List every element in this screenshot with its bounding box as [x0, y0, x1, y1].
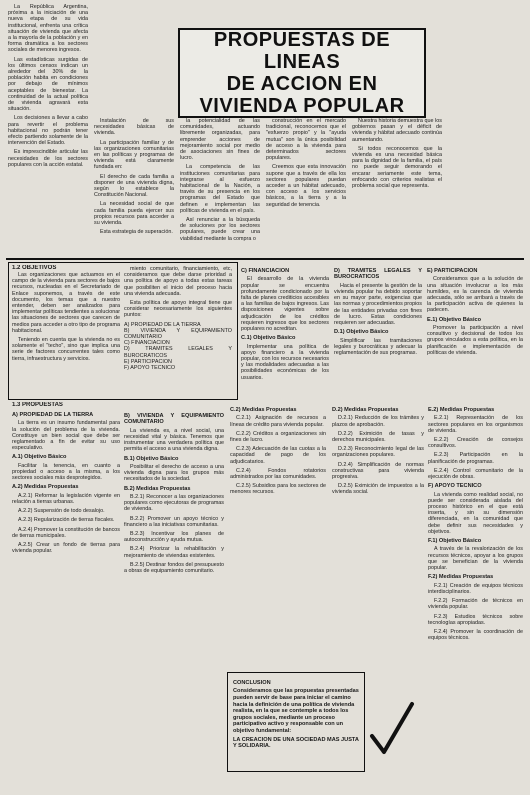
financiacion-measure: C.2.2) Créditos a organizaciones sin fines de lucro.	[230, 430, 326, 444]
tramites-column	[334, 265, 422, 400]
intro-paragraph: La participación familiar y de las organizaciones comunitarias en las políticas y programas de vivienda está claramente fundada en:	[94, 139, 174, 171]
participacion-measure: E.2.4) Control comunitario de la ejecución de obras.	[428, 467, 523, 481]
objetivos-paragraph: Esta política de apoyo integral tiene que considerar necesariamente los siguientes puntos:	[124, 300, 232, 319]
conclusion-text: Consideramos que las propuestas presentadas pueden servir de base para iniciar el camino hacia la definición de una política de vivienda realista, en la que se contemple a todos los grupos sociales, mediante un proceso participativo activo y responsable con un objetivo fundamental:	[233, 688, 359, 734]
tierra-measure: A.2.1) Reformar la legislación vigente en relación a tierras urbanas.	[12, 492, 120, 506]
objetivos-column-1	[12, 265, 120, 395]
participacion-measures-title: E.2) Medidas Propuestas	[428, 407, 495, 413]
section-divider	[6, 258, 524, 260]
apoyo-tecnico-measures-title: F.2) Medidas Propuestas	[428, 574, 494, 581]
intro-paragraph: Creemos que esta innovación supone que a través de ella los sectores populares puedan acceder a un hábitat adecuado, con acceso a los servicios básicos, a la tierra y a la seguridad de tenencia.	[266, 164, 346, 208]
apoyo-tecnico-measure: F.2.1) Creación de equipos técnicos interdisciplinarios.	[428, 582, 523, 595]
financiacion-measure: C.2.1) Asignación de recursos a líneas de crédito para vivienda popular.	[230, 415, 326, 428]
vivienda-paragraph: La vivienda es, a nivel social, una necesidad vital y básica. Tenemos que instrumentar una verdadera política que permita el acceso a una vivienda digna.	[124, 427, 224, 453]
intro-paragraph: Los decisiones a llevar a cabo para revertir el problema habitacional no podrán tener efecto partiendo solamente de la intervención del Estado.	[8, 115, 88, 147]
intro-paragraph: Es imprescindible articular las necesidades de los sectores populares con la acción estatal.	[8, 149, 88, 168]
propuestas-column-b	[124, 410, 224, 785]
tramites-measures-title: D.2) Medidas Propuestas	[332, 407, 399, 413]
financiacion-measure: C.2.4) Fondos rotatorios administrados por las comunidades.	[230, 467, 326, 481]
intro-paragraph: La República Argentina, próxima a la iniciación de una nueva etapa de su vida institucional, enfrenta una crítica situación de vivienda que afecta a la mayoría de la población y en forma dramática a los sectores sociales de menores ingresos.	[8, 4, 88, 54]
propuestas-column-a	[12, 402, 120, 787]
objetivos-title: 1.2 OBJETIVOS	[12, 265, 57, 271]
objetivos-points-list	[124, 322, 232, 372]
objetivos-paragraph: Las organizaciones que actuamos en el campo de la vivienda para sectores de bajos recursos, nucleadas en el Secretariado de Enlace suponemos, a través de este documento, los temas que a nuestro entender, deben ser analizados para implementar políticas tendientes a solucionar las situaciones de sectores que carecen de medios para acceder a otro tipo de programa habitacional.	[12, 272, 120, 334]
objetivos-column-2	[124, 266, 232, 396]
propuestas-column-e	[428, 404, 523, 789]
tramites-measure: D.2.1) Reducción de los trámites y plazos de aprobación.	[332, 415, 424, 428]
vivienda-measure: B.2.5) Destinar fondos del presupuesto a obras de equipamiento comunitario.	[124, 561, 224, 575]
financiacion-paragraph: El desarrollo de la vivienda popular se encuentra profundamente condicionado por la falta de planes crediticios accesibles a las familias de bajos ingresos. Las disposiciones vigentes sobre adjudicación de los créditos requieren ingresos que los sectores populares no acreditan.	[241, 276, 329, 333]
conclusion-title: CONCLUSION	[233, 680, 271, 686]
objetivos-point: D) TRAMITES LEGALES Y BUROCRATICOS	[124, 346, 232, 359]
financiacion-measure: C.2.3) Adecuación de las cuotas a la capacidad de pago de los adjudicatarios.	[230, 446, 326, 465]
headline-line-3: VIVIENDA POPULAR	[199, 95, 405, 117]
participacion-paragraph: Consideramos que a la solución de una situación involucrar a los más humildes, es la carencia de vivienda adecuada, sólo se arribará a través de la participación activa de quienes la padecen.	[427, 276, 523, 314]
vivienda-paragraph: Posibilitar el derecho de acceso a una vivienda digna para los grupos más necesitados de la sociedad.	[124, 464, 224, 483]
participacion-measure: E.2.2) Creación de consejos consultivos.	[428, 437, 523, 450]
tierra-paragraph: La tierra es un insumo fundamental para la solución del problema de la vivienda. Constituye un bien social que debe ser reglamentado a fin de evitar su uso especulativo.	[12, 420, 120, 452]
tramites-paragraph: Simplificar las tramitaciones legales y burocráticas y adecuar la reglamentación de sus programas.	[334, 337, 422, 357]
tierra-paragraph: Facilitar la tenencia, en cuanto a propiedad o acceso a la misma, a los sectores sociales más desprotegidos.	[12, 462, 120, 482]
apoyo-tecnico-measure: F.2.2) Formación de técnicos en vivienda popular.	[428, 598, 523, 611]
financiacion-measure: C.2.5) Subsidios para los sectores de menores recursos.	[230, 483, 326, 496]
tierra-measure: A.2.5) Crear un fondo de tierras para vivienda popular.	[12, 542, 120, 555]
tierra-measure: A.2.4) Promover la constitución de bancos de tierras municipales.	[12, 526, 120, 539]
participacion-measure: E.2.3) Participación en la planificación de programas.	[428, 452, 523, 465]
tramites-measure: D.2.5) Eximición de impuestos a la vivienda social.	[332, 483, 424, 496]
headline-line-1: PROPUESTAS DE LINEAS	[213, 29, 391, 73]
headline-box	[178, 28, 426, 118]
intro-paragraph: La necesidad social de que cada familia pueda ejercer sus propios recursos para acceder a su vivienda.	[94, 201, 174, 227]
intro-column-2	[94, 118, 174, 254]
propuestas-title: 1.3 PROPUESTAS	[12, 402, 63, 408]
financiacion-measures-title: C.2) Medidas Propuestas	[230, 407, 297, 413]
tierra-measure: A.2.3) Regularización de tierras fiscales.	[18, 517, 115, 524]
financiacion-title: C) FINANCIACION	[241, 268, 290, 274]
apoyo-tecnico-measure: F.2.4) Promover la coordinación de equipos técnicos.	[428, 628, 523, 642]
vivienda-objective-title: B.1) Objetivo Básico	[124, 455, 179, 462]
intro-paragraph: Esta estrategia de superación.	[100, 229, 173, 236]
intro-column-1	[8, 4, 88, 254]
objetivos-paragraph: miento comunitario, financiamiento, etc, consideramos que debe darse prioridad a una política de apoyo a todas estas tareas que posibiliten el inicio del proceso hacia una vivienda adecuada.	[124, 266, 232, 297]
intro-paragraph: construcción en el mercado tradicional, reconocemos que el "esfuerzo propio" y la "ayuda mutua" son la única posibilidad de acceso a la vivienda para determinados sectores populares.	[266, 118, 346, 162]
propuestas-column-c	[230, 404, 326, 666]
participacion-objective-title: E.1) Objetivo Básico	[427, 316, 482, 323]
financiacion-column	[241, 265, 329, 400]
propuestas-column-d	[332, 404, 424, 666]
apoyo-tecnico-measure: F.2.3) Estudios técnicos sobre tecnologías apropiadas.	[428, 613, 523, 626]
objetivos-point: E) PARTICIPACION	[124, 358, 172, 365]
tierra-measure: A.2.2) Suspensión de todo desalojo.	[18, 508, 105, 515]
conclusion-box	[227, 672, 365, 772]
objetivos-point: F) APOYO TECNICO	[124, 365, 176, 372]
vivienda-measure: B.2.1) Reconocer a las organizaciones populares como ejecutoras de programas de vivienda.	[124, 494, 224, 513]
financiacion-objective-title: C.1) Objetivo Básico	[241, 335, 296, 342]
objetivos-point: C) FINANCIACION	[124, 340, 170, 347]
participacion-title: E) PARTICIPACION	[427, 268, 478, 274]
apoyo-tecnico-objective-title: F.1) Objetivo Básico	[428, 538, 482, 545]
vivienda-measures-title: B.2) Medidas Propuestas	[124, 485, 191, 492]
headline-line-2: DE ACCION EN	[226, 73, 378, 95]
intro-paragraph: El derecho de cada familia a disponer de una vivienda digna, según lo establece la Constitución Nacional.	[94, 173, 174, 199]
vivienda-measure: B.2.3) Incentivar los planes de autoconstrucción y ayuda mutua.	[124, 531, 224, 544]
intro-paragraph: Las estadísticas surgidas de los últimos censos indican un alrededor del 30% de la población habita en condiciones por debajo de mínimos aceptables de bienestar. La continuidad de la actual política de vivienda agravará esta situación.	[8, 56, 88, 113]
objetivos-point: A) PROPIEDAD DE LA TIERRA	[124, 321, 201, 328]
tramites-measure: D.2.3) Reconocimiento legal de las organizaciones populares.	[332, 446, 424, 459]
intro-paragraph: la potencialidad de las comunidades, actuando libremente organizadas, para emprender acciones de mejoramiento social por medio de asociaciones sin fines de lucro.	[180, 118, 260, 162]
vivienda-measure: B.2.4) Priorizar la rehabilitación y mejoramiento de viviendas existentes.	[124, 546, 224, 559]
tramites-objective-title: D.1) Objetivo Básico	[334, 329, 389, 336]
participacion-measure: E.2.1) Representación de los sectores populares en los organismos de vivienda.	[428, 415, 523, 434]
conclusion-highlight: LA CREACION DE UNA SOCIEDAD MAS JUSTA Y SOLIDARIA.	[233, 736, 359, 750]
intro-column-3	[180, 118, 260, 254]
vivienda-measure: B.2.2) Promover un apoyo técnico y financiero a las iniciativas comunitarias.	[124, 515, 224, 528]
tramites-measure: D.2.2) Eximición de tasas y derechos municipales.	[332, 430, 424, 444]
tierra-title: A) PROPIEDAD DE LA TIERRA	[12, 412, 94, 418]
checkmark-icon	[368, 698, 416, 760]
tramites-paragraph: Hacia el presente la gestión de la vivienda popular ha debido soportar en su mayor parte, exigencias que las normas y procedimientos propios de las entidades privadas con fines de lucro. Estas condiciones requieren ser adecuadas.	[334, 282, 422, 327]
intro-paragraph: La competencia de las instituciones comunitarias para integrarse al esfuerzo habitacional de la Nación, a través de su presencia en los programas del Estado que definen e implementan las políticas de vivienda en el país.	[180, 164, 260, 214]
tramites-measure: D.2.4) Simplificación de normas constructivas para vivienda progresiva.	[332, 461, 424, 481]
intro-paragraph: Nuestra historia demuestra que los gobiernos pasan y el déficit de vivienda y hábitat adecuado continúa aumentando.	[352, 118, 442, 143]
vivienda-title: B) VIVIENDA Y EQUIPAMIENTO COMUNITARIO	[124, 413, 224, 426]
apoyo-tecnico-paragraph: A través de la revalorización de los recursos técnicos, apoyar a los grupos que se benefician de la vivienda popular.	[428, 546, 523, 572]
tramites-title: D) TRAMITES LEGALES Y BUROCRATICOS	[334, 268, 422, 281]
intro-paragraph: Así renunciar a la búsqueda de soluciones por los sectores populares, puede crear una viabilidad mediante la compra o	[180, 217, 260, 242]
intro-column-5	[352, 118, 442, 254]
participacion-column	[427, 265, 523, 400]
intro-column-4	[266, 118, 346, 254]
objetivos-paragraph: Teniendo en cuenta que la vivienda no es solamente el "techo", sino que implica una serie de factores concurrentes tales como tierra, infraestructura y servicios.	[12, 337, 120, 362]
intro-paragraph: Si todos reconocemos que la vivienda es una necesidad básica para la dignidad de la familia, el país no puede seguir demorando el encarar seriamente este tema, enfocando con criterios realistas el problema social que representa.	[352, 145, 442, 190]
tierra-measures-title: A.2) Medidas Propuestas	[12, 484, 79, 491]
objetivos-point: B) VIVIENDA Y EQUIPAMIENTO COMUNITARIO	[124, 327, 232, 341]
tierra-objective-title: A.1) Objetivo Básico	[12, 454, 67, 461]
apoyo-tecnico-paragraph: La vivienda como realidad social, no puede ser considerada aislada del proceso histórico en el que está inserta, y sin su dimensión diferenciada, en la comunidad que debe definir sus necesidades y objetivos.	[428, 491, 523, 535]
apoyo-tecnico-title: F) APOYO TECNICO	[428, 483, 482, 490]
participacion-paragraph: Promover la participación a nivel consultivo y decisional de todos los grupos vinculados a esta política, en la planificación e implementación de políticas de vivienda.	[427, 325, 523, 356]
intro-paragraph: Instalación de sus necesidades básicas de vivienda.	[94, 118, 174, 137]
financiacion-paragraph: Implementar una política de apoyo financiero a la vivienda popular, con los recursos necesarios y las modalidades adecuadas a las posibilidades económicas de los usuarios.	[241, 343, 329, 381]
